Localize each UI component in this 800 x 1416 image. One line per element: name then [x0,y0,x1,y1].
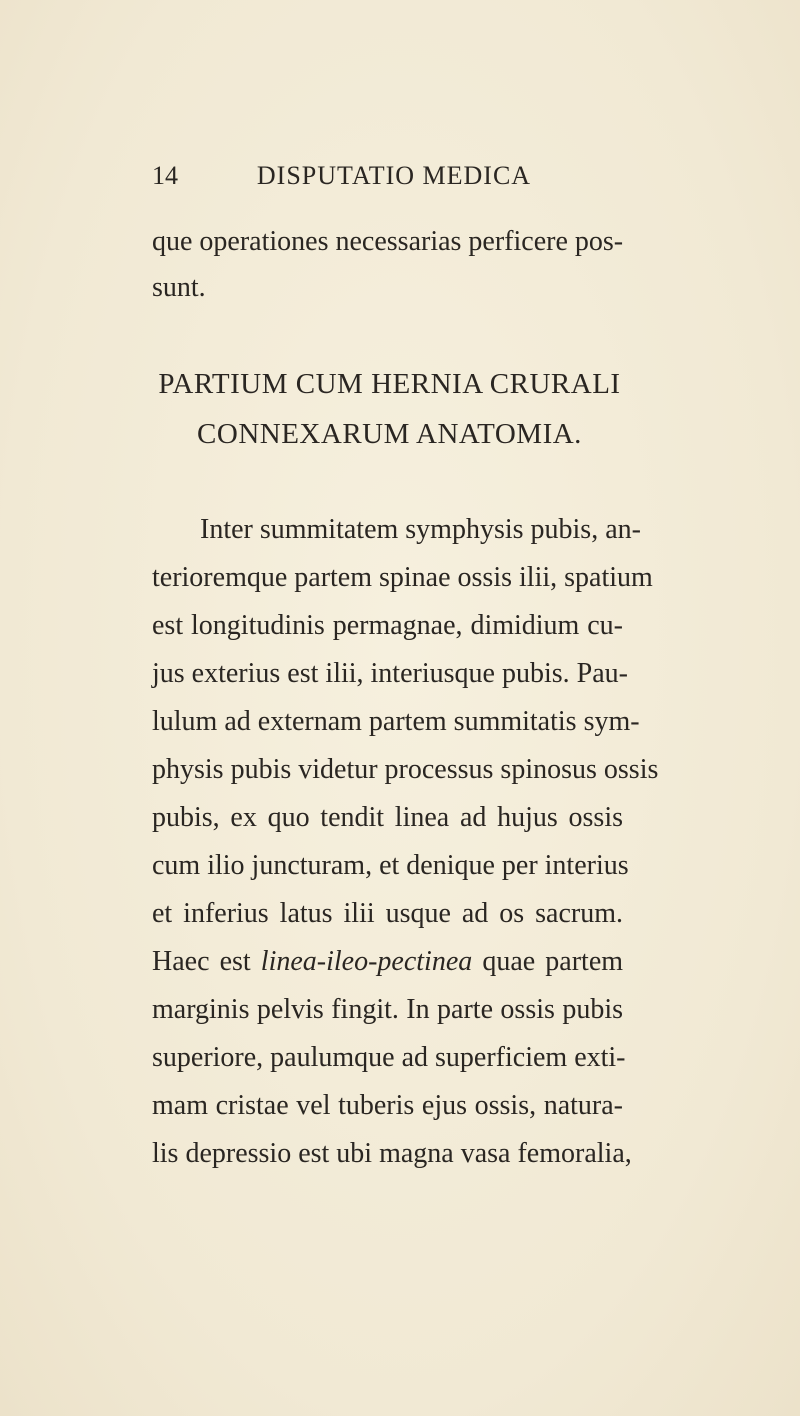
text-line: marginis pelvis fingit. In parte ossis pubis [152,994,623,1025]
text-line: cum ilio juncturam, et denique per interius [152,850,629,881]
section-heading: CONNEXARUM ANATOMIA. [197,418,582,450]
text-line: superiore, paulumque ad superficiem exti- [152,1042,626,1073]
text-line: sunt. [152,272,206,303]
text-line: pubis, ex quo tendit linea ad hujus ossis [152,802,623,833]
text-line: lis depressio est ubi magna vasa femoralia, [152,1138,632,1169]
text-line: mam cristae vel tuberis ejus ossis, natura- [152,1090,623,1121]
text-line: est longitudinis permagnae, dimidium cu- [152,610,623,641]
text-line: et inferius latus ilii usque ad os sacrum. [152,898,623,929]
text-line: lulum ad externam partem summitatis sym- [152,706,640,737]
running-title: DISPUTATIO MEDICA [256,161,532,190]
text-line: que operationes necessarias perficere pos- [152,226,624,257]
text-line [152,942,623,982]
text-line: terioremque partem spinae ossis ilii, spatium [152,562,653,593]
italic-term: linea-ileo-pectinea [260,946,473,977]
text-line: physis pubis videtur processus spinosus ossis [152,754,659,785]
page-number: 14 [152,161,178,190]
section-heading: PARTIUM CUM HERNIA CRURALI [158,368,621,400]
text-line: jus exterius est ilii, interiusque pubis. Pau- [152,658,628,689]
text-segment: quae partem [482,946,624,977]
running-head [152,158,632,194]
text-line: Inter summitatem symphysis pubis, an- [200,514,641,545]
text-segment: Haec est [152,946,251,977]
